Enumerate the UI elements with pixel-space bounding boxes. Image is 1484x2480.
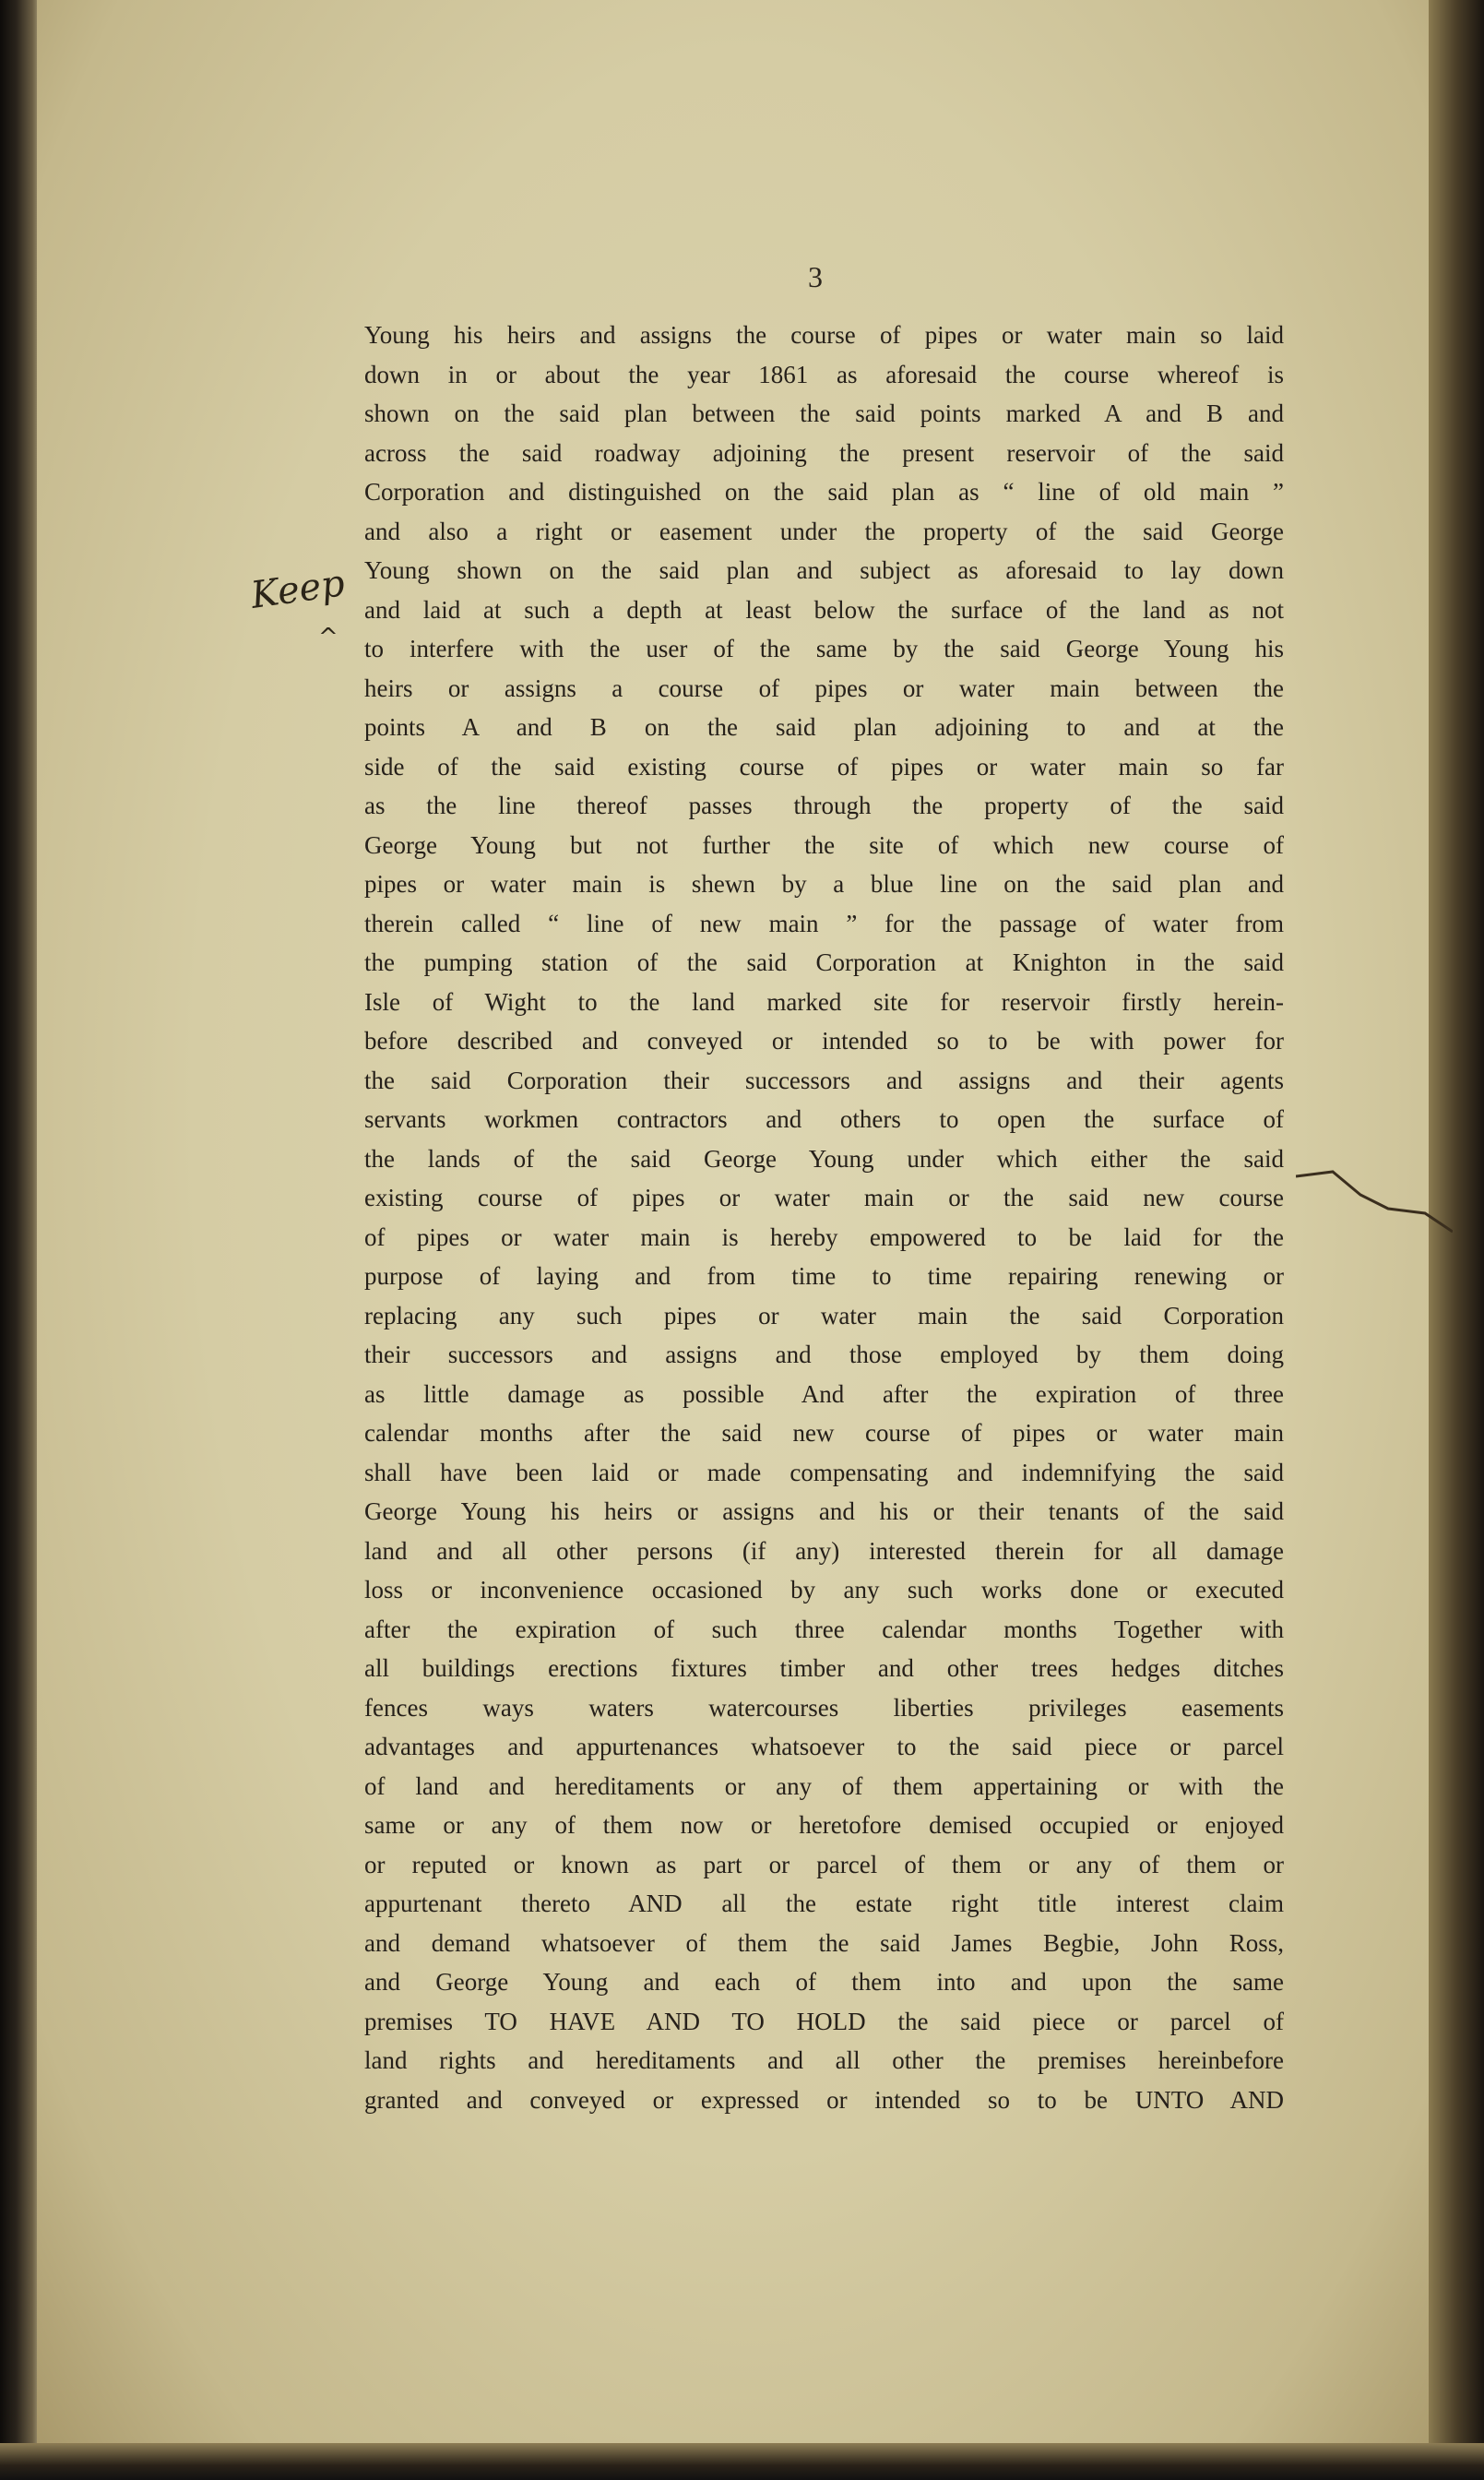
text-line: [364, 472, 1284, 512]
text-line-content: fences ways waters watercourses liberties privileges easements: [364, 1693, 1284, 1722]
text-line: [364, 1845, 1284, 1885]
text-line-content: servants workmen contractors and others to open the surface of: [364, 1105, 1284, 1133]
text-line-content: the said Corporation their successors and assigns and their agents: [364, 1066, 1284, 1094]
text-line: [364, 1139, 1284, 1179]
text-line-content: of pipes or water main is hereby empowered to be laid for the: [364, 1222, 1284, 1251]
text-line: [364, 1218, 1284, 1258]
text-line: [364, 669, 1284, 709]
text-line: [364, 1767, 1284, 1806]
paper-tear-mark: [1296, 1167, 1453, 1241]
text-line: [364, 1061, 1284, 1101]
text-line-content: Isle of Wight to the land marked site for reservoir firstly herein-: [364, 987, 1284, 1016]
text-line-content: and laid at such a depth at least below the surface of the land as not: [364, 595, 1284, 624]
text-line: [364, 983, 1284, 1022]
text-line: [364, 1924, 1284, 1963]
text-line-content: before described and conveyed or intended so to be with power for: [364, 1027, 1284, 1055]
document-body-text: [364, 316, 1284, 2119]
text-line-content: and George Young and each of them into and upon the same: [364, 1968, 1284, 1996]
text-line-content: appurtenant thereto AND all the estate right title interest claim: [364, 1890, 1284, 1917]
text-line-content: same or any of them now or heretofore demised occupied or enjoyed: [364, 1811, 1284, 1839]
text-line: [364, 1688, 1284, 1728]
text-line-content: as the line thereof passes through the property of the said: [364, 792, 1284, 819]
page-bottom-edge: [0, 2443, 1484, 2480]
text-line: [364, 551, 1284, 590]
text-line: [364, 1962, 1284, 2002]
text-line: [364, 1375, 1284, 1414]
text-line: [364, 629, 1284, 669]
text-line-content: land rights and hereditaments and all other the premises hereinbefore: [364, 2046, 1284, 2074]
text-line-content: Young his heirs and assigns the course of pipes or water main so laid: [364, 321, 1284, 349]
text-line: [364, 1100, 1284, 1139]
text-line: [364, 1532, 1284, 1571]
text-line-content: and also a right or easement under the property of the said George: [364, 517, 1284, 545]
text-line-content: across the said roadway adjoining the present reservoir of the said: [364, 438, 1284, 467]
text-line-content: shall have been laid or made compensating and indemnifying the said: [364, 1458, 1284, 1486]
text-line-content: therein called “ line of new main ” for the passage of water from: [364, 909, 1284, 937]
text-line: [364, 512, 1284, 552]
text-line-content: shown on the said plan between the said points marked A and B and: [364, 399, 1284, 427]
text-line: [364, 1610, 1284, 1650]
text-line-content: George Young but not further the site of which new course of: [364, 830, 1284, 859]
text-line-content: to interfere with the user of the same by the said George Young his: [364, 635, 1284, 662]
text-line: [364, 1335, 1284, 1375]
page-number: 3: [808, 260, 823, 293]
text-line: [364, 1178, 1284, 1218]
text-line: [364, 2002, 1284, 2042]
text-line-content: and demand whatsoever of them the said James Begbie, John Ross,: [364, 1928, 1284, 1957]
text-line: [364, 434, 1284, 473]
text-line: [364, 1257, 1284, 1296]
text-line: [364, 590, 1284, 630]
text-line-content: loss or inconvenience occasioned by any such works done or executed: [364, 1576, 1284, 1604]
text-line-content: as little damage as possible And after the expiration of three: [364, 1379, 1284, 1408]
text-line: [364, 2081, 1284, 2120]
text-line-content: George Young his heirs or assigns and his or their tenants of the said: [364, 1497, 1284, 1525]
text-line-content: the pumping station of the said Corporation at Knighton in the said: [364, 948, 1284, 976]
text-line: [364, 1492, 1284, 1532]
text-line: [364, 2041, 1284, 2081]
text-line-content: Corporation and distinguished on the said plan as “ line of old main ”: [364, 478, 1284, 506]
text-line: [364, 1806, 1284, 1845]
text-line-content: after the expiration of such three calendar months Together with: [364, 1615, 1284, 1643]
text-line-content: of land and hereditaments or any of them appertaining or with the: [364, 1771, 1284, 1800]
handwritten-margin-note: Keep: [248, 562, 348, 617]
text-line-content: purpose of laying and from time to time repairing renewing or: [364, 1262, 1284, 1290]
text-line: [364, 943, 1284, 983]
text-line-content: side of the said existing course of pipes or water main so far: [364, 752, 1284, 781]
text-line: [364, 1649, 1284, 1688]
text-line: [364, 708, 1284, 747]
text-line: [364, 1413, 1284, 1453]
book-binding-edge: [0, 0, 41, 2480]
text-line: [364, 1570, 1284, 1610]
text-line: [364, 786, 1284, 826]
text-line: [364, 826, 1284, 865]
text-line: [364, 1453, 1284, 1493]
text-line: [364, 864, 1284, 904]
text-line: [364, 747, 1284, 787]
text-line-content: down in or about the year 1861 as aforesaid the course whereof is: [364, 360, 1284, 388]
text-line-content: replacing any such pipes or water main the said Corporation: [364, 1301, 1284, 1329]
text-line-content: points A and B on the said plan adjoining to and at the: [364, 713, 1284, 741]
text-line-content: pipes or water main is shewn by a blue line on the said plan and: [364, 870, 1284, 898]
text-line-content: Young shown on the said plan and subject as aforesaid to lay down: [364, 556, 1284, 584]
text-line: [364, 316, 1284, 355]
text-line: [364, 1727, 1284, 1767]
text-line-content: premises TO HAVE AND TO HOLD the said piece or parcel of: [364, 2007, 1284, 2035]
text-line: [364, 1296, 1284, 1336]
text-line: [364, 394, 1284, 434]
text-line: [364, 904, 1284, 944]
text-line: [364, 1884, 1284, 1924]
text-line: [364, 1021, 1284, 1061]
text-line-content: their successors and assigns and those employed by them doing: [364, 1341, 1284, 1368]
text-line-content: the lands of the said George Young under which either the said: [364, 1144, 1284, 1173]
text-line: [364, 355, 1284, 395]
text-line-content: all buildings erections fixtures timber and other trees hedges ditches: [364, 1654, 1284, 1682]
text-line-content: existing course of pipes or water main or the said new course: [364, 1184, 1284, 1211]
text-line-content: or reputed or known as part or parcel of them or any of them or: [364, 1850, 1284, 1878]
text-line-content: advantages and appurtenances whatsoever to the said piece or parcel: [364, 1733, 1284, 1760]
text-line-content: heirs or assigns a course of pipes or water main between the: [364, 674, 1284, 702]
text-line-content: granted and conveyed or expressed or intended so to be UNTO AND: [364, 2085, 1284, 2114]
text-line-content: land and all other persons (if any) interested therein for all damage: [364, 1536, 1284, 1565]
handwritten-caret-mark: ^: [318, 624, 338, 651]
text-line-content: calendar months after the said new course of pipes or water main: [364, 1419, 1284, 1447]
